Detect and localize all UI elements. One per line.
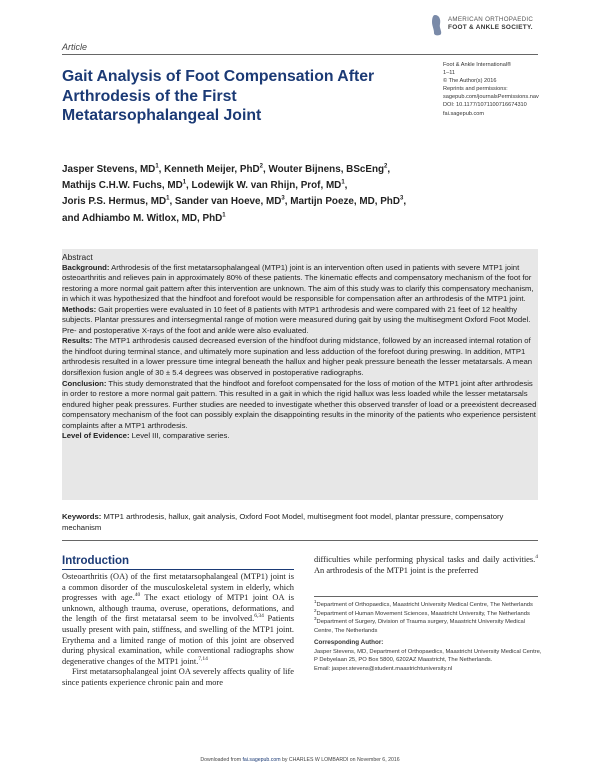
section-label: Article: [62, 42, 88, 52]
download-link[interactable]: fai.sagepub.com: [242, 757, 281, 763]
body-column-right: difficulties while performing physical tasks and daily activities.$^4$ An arthrodesis of the MTP1 joint is the preferred: [314, 554, 538, 575]
introduction-rule: [62, 569, 294, 570]
abstract-methods: Methods: Gait properties were evaluated in 10 feet of 8 patients with MTP1 arthrodesis and were compared with 21 feet of 12 healthy subjects. Plantar pressures and intersegmental range of motion were measured during gait by using the multisegment Oxford Foot Model. Pre- and postoperative X-rays of the foot and ankle were also evaluated.: [62, 304, 531, 335]
meta-journal: Foot & Ankle International®: [443, 62, 512, 68]
affiliation: $^3$Department of Surgery, Division of Trauma surgery, Maastricht University Medical Centre, The Netherlands: [314, 616, 526, 634]
body-column-left: [62, 572, 294, 689]
affiliation: $^2$Department of Human Movement Sciences, Maastricht University, The Netherlands: [314, 607, 530, 617]
footnote-rule: [314, 596, 538, 597]
corresponding-author-email[interactable]: Email: jasper.stevens@student.maastrichtuniversity.nl: [314, 665, 453, 672]
header-rule: [62, 54, 538, 55]
journal-logo: [430, 14, 560, 42]
corresponding-author-body: Jasper Stevens, MD, Department of Orthopaedics, Maastricht University Medical Centre, P Debyelaan 25, PO Box 5800, 6202AZ Maastricht, The Netherlands.: [314, 648, 542, 664]
logo-line2: FOOT & ANKLE SOCIETY.: [448, 24, 533, 31]
affiliation: $^1$Department of Orthopaedics, Maastricht University Medical Centre, The Netherlands: [314, 599, 533, 608]
meta-pages: 1–11: [443, 70, 456, 77]
author-line: and Adhiambo M. Witlox, MD, PhD$^1$: [62, 212, 226, 224]
footnotes: [314, 601, 544, 673]
author-line: Joris P.S. Hermus, $MD^1$, Sander van Hoeve, $MD^3$, Martijn Poeze, MD, PhD$^3$,: [62, 196, 407, 208]
abstract-conclusion: Conclusion: This study demonstrated that the hindfoot and forefoot compensated for the loss of motion of the MTP1 joint after arthrodesis in order to restore a more normal gait pattern. This resulted in a gait in which the rigid hallux was less loaded while the lesser metatarsals endured higher peak pressures. Further studies are needed to investigate whether this observed transfer of load or a preexistent decreased compensatory mechanism of the foot can possibly explain the disappointing results in the minority of the patients who experience persistent complaints after a MTP1 arthrodesis.: [62, 378, 537, 430]
logo-line1: AMERICAN ORTHOPAEDIC: [448, 16, 534, 23]
body-paragraph: First metatarsophalangeal joint OA severely affects quality of life since patients experience chronic pain and more: [62, 667, 294, 687]
abstract-level: Level of Evidence: Level III, comparative series.: [62, 431, 230, 441]
download-notice: Downloaded from fai.sagepub.com by CHARLES W LOMBARDI on November 6, 2016: [200, 757, 400, 763]
abstract-background: Background: Arthrodesis of the first metatarsophalangeal (MTP1) joint is an intervention often used in patients with severe MTP1 joint osteoarthritis and relieves pain in approximately 80% of these patients. The kinematic effects and compensatory mechanism of the foot for restoring a more normal gait pattern after this intervention are unknown. The aim of this study was to clarify this compensatory mechanism, in which it was hypothesized that the hindfoot and forefoot would be responsible for compensation after an arthrodesis of the MTP1 joint.: [62, 262, 534, 304]
abstract-text: [62, 252, 538, 442]
meta-reprints: Reprints and permissions:: [443, 86, 508, 93]
meta-copyright: © The Author(s) 2016: [443, 78, 497, 85]
meta-site-link[interactable]: fai.sagepub.com: [443, 110, 485, 117]
journal-meta: [443, 61, 553, 118]
meta-permissions-link[interactable]: sagepub.com/journalsPermissions.nav: [443, 94, 539, 101]
meta-doi[interactable]: DOI: 10.1177/1071100716674310: [443, 102, 527, 109]
introduction-heading: Introduction: [62, 555, 130, 567]
author-line: Jasper Stevens, $MD^1$, Kenneth Meijer, PhD$^2$, Wouter Bijnens, BScEng$^2$,: [62, 163, 391, 175]
corresponding-author-heading: Corresponding Author:: [314, 639, 384, 647]
body-paragraph: Osteoarthritis (OA) of the first metatarsophalangeal (MTP1) joint is a common disorder of the musculoskeletal system in elderly, which progresses with age.$^{40}$ The exact etiology of MTP1 joint OA is unknown, although trauma, overuse, operations, deformations, and the length of the first metatarsal seem to be involved.$^{6,34}$ Patients usually present with pain, stiffness, and swelling of the MTP1 joint. Erythema and a limited range of motion of this joint are observed during physical examination, while conventional radiographs show degenerative changes of the MTP1 joint.$^{7,14}$: [62, 572, 294, 666]
foot-logo-icon: [430, 14, 446, 36]
author-line: Mathijs C.H.W. Fuchs, $MD^1$, Lodewijk W. van Rhijn, Prof, $MD^1$,: [62, 179, 348, 192]
keywords: Keywords: MTP1 arthrodesis, hallux, gait analysis, Oxford Foot Model, multisegment foot model, plantar pressure, compensatory mechanism: [62, 512, 504, 532]
abstract-heading: Abstract: [62, 252, 93, 262]
article-title: Gait Analysis of Foot Compensation After Arthrodesis of the First Metatarsophalangeal Joint: [62, 68, 375, 124]
author-list: [62, 162, 532, 227]
abstract-results: Results: The MTP1 arthrodesis caused decreased eversion of the hindfoot during midstance, followed by an increased internal rotation of the hindfoot during terminal stance, and ultimately more supination and less adduction of the forefoot during preswing. In addition, MTP1 arthrodesis resulted in a lower pressure time integral beneath the hallux and higher peak pressure beneath the lesser metatarsals. A mean dorsiflexion fusion angle of 30 ± 5.4 degrees was observed in postoperative radiographs.: [62, 336, 533, 378]
keywords-rule: [62, 540, 538, 541]
